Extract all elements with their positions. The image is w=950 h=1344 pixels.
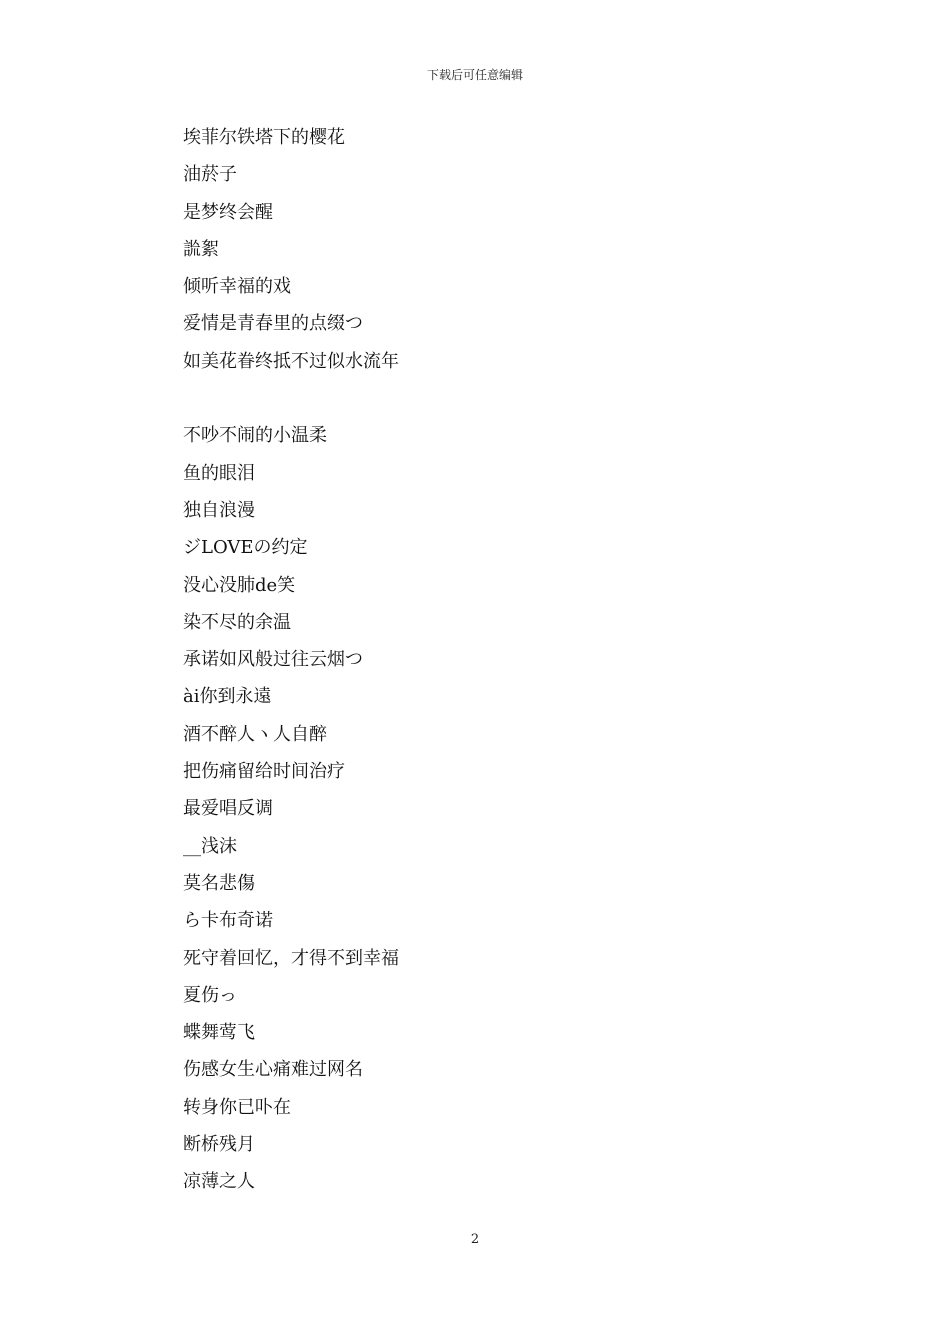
text-line: 独自浪漫	[183, 499, 255, 521]
text-line: ài你到永遠	[183, 686, 272, 708]
text-line: 没心没肺de笑	[183, 574, 296, 596]
document-body	[183, 119, 783, 1201]
text-line: 最爱唱反调	[183, 798, 273, 820]
text-line: 夏伤っ	[183, 984, 237, 1006]
blank-line	[183, 380, 783, 417]
text-line: 爱情是青春里的点缀つ	[183, 313, 363, 335]
text-line: 酒不醉人ヽ人自醉	[183, 723, 327, 745]
text-line: 断桥残月	[183, 1134, 255, 1156]
text-line: 蝶舞莺飞	[183, 1022, 255, 1044]
text-line: 倾听幸福的戏	[183, 276, 291, 298]
text-line: __浅沫	[183, 835, 237, 857]
text-line: 转身你已卟在	[183, 1096, 291, 1118]
text-line: 凉薄之人	[183, 1171, 255, 1193]
page-number: 2	[470, 1232, 480, 1247]
text-line: 承诺如风般过往云烟つ	[183, 649, 363, 671]
text-line: 是梦终会醒	[183, 201, 273, 223]
text-line: 埃菲尔铁塔下的樱花	[183, 127, 345, 148]
text-line: 莫名悲傷	[183, 872, 255, 894]
text-line: ら卡布奇诺	[183, 910, 273, 932]
text-line: 伤感女生心痛难过网名	[183, 1059, 363, 1081]
text-line: 如美花眷终抵不过似水流年	[183, 350, 399, 372]
text-line: 詤絮	[183, 238, 219, 260]
text-line: 把伤痛留给时间治疗	[183, 761, 345, 783]
text-line: 不吵不闹的小温柔	[183, 425, 327, 447]
text-line: ジLOVEの约定	[183, 537, 308, 559]
text-line: 鱼的眼泪	[183, 462, 255, 484]
text-line: 染不尽的余温	[183, 611, 291, 633]
text-line: 油菸子	[183, 164, 237, 186]
page-header: 下载后可任意编辑	[426, 68, 523, 82]
text-line: 死守着回忆，才得不到幸福	[183, 947, 399, 969]
